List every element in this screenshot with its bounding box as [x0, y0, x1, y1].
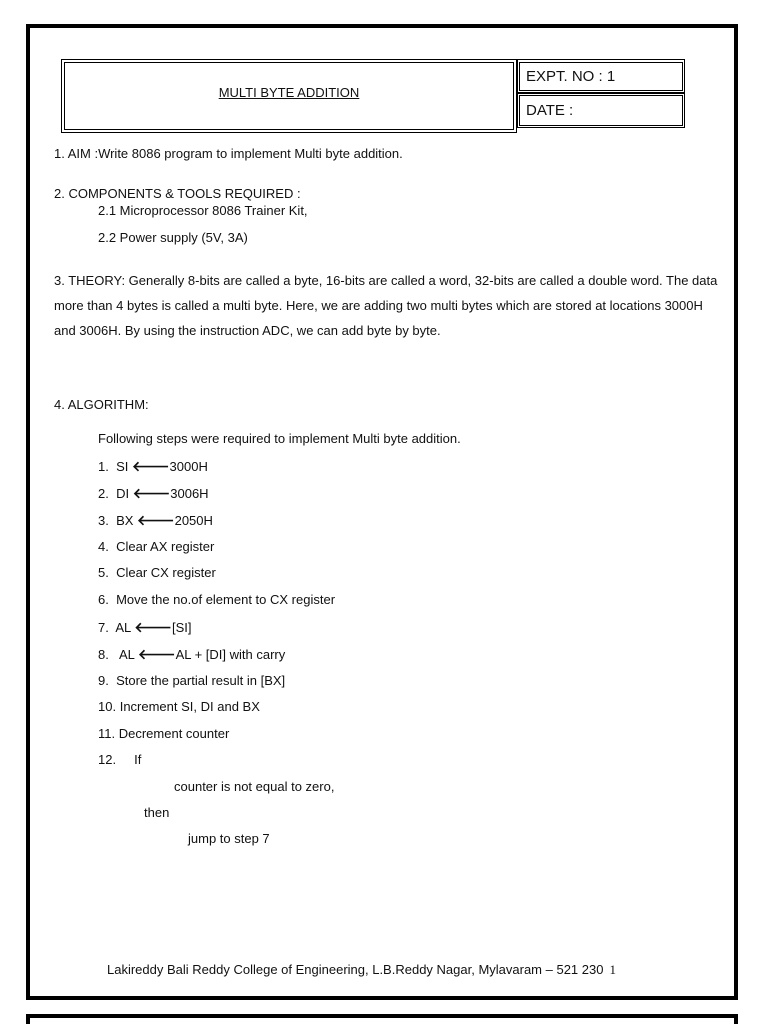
- step: 12. If: [98, 752, 142, 767]
- footer-text: Lakireddy Bali Reddy College of Engineering, L.B.Reddy Nagar, Mylavaram – 521 230: [107, 962, 604, 977]
- left-arrow-icon: 🡐: [138, 646, 176, 662]
- date: DATE :: [519, 95, 683, 126]
- component-item: 2.2 Power supply (5V, 3A): [98, 230, 248, 245]
- component-item: 2.1 Microprocessor 8086 Trainer Kit,: [98, 203, 308, 218]
- next-page-border: [26, 1014, 738, 1024]
- experiment-title: MULTI BYTE ADDITION: [64, 62, 514, 130]
- step: 8. AL 🡐AL + [DI] with carry: [98, 646, 286, 662]
- left-arrow-icon: 🡐: [132, 485, 171, 501]
- left-arrow-icon: 🡐: [137, 512, 175, 528]
- components-heading: 2. COMPONENTS & TOOLS REQUIRED :: [54, 186, 301, 201]
- algorithm-heading: 4. ALGORITHM:: [54, 397, 149, 412]
- step: 10. Increment SI, DI and BX: [98, 699, 260, 714]
- step: 11. Decrement counter: [98, 726, 230, 741]
- then-text: then: [144, 805, 170, 820]
- step: 2. DI 🡐3006H: [98, 485, 209, 501]
- step: 9. Store the partial result in [BX]: [98, 673, 286, 688]
- step: 6. Move the no.of element to CX register: [98, 592, 336, 607]
- aim: 1. AIM :Write 8086 program to implement Multi byte addition.: [54, 146, 403, 161]
- footer: [107, 962, 616, 978]
- page-number: 1: [609, 962, 616, 977]
- step: 1. SI 🡐3000H: [98, 458, 208, 474]
- theory: 3. THEORY: Generally 8-bits are called a byte, 16-bits are called a word, 32-bits are called a double word. The data more than 4 bytes is called a multi byte. Here, we are adding two multi bytes which are stored at locations 3000H and 3006H. By using the instruction ADC, we can add byte by byte.: [54, 273, 718, 338]
- jump-text: jump to step 7: [188, 831, 270, 846]
- left-arrow-icon: 🡐: [132, 458, 170, 474]
- condition-text: counter is not equal to zero,: [174, 779, 335, 794]
- step: 7. AL 🡐[SI]: [98, 619, 192, 635]
- expt-no: EXPT. NO : 1: [519, 62, 683, 91]
- algorithm-intro: Following steps were required to implement Multi byte addition.: [98, 431, 461, 446]
- left-arrow-icon: 🡐: [134, 619, 172, 635]
- step: 4. Clear AX register: [98, 539, 215, 554]
- step: 3. BX 🡐2050H: [98, 512, 213, 528]
- step: 5. Clear CX register: [98, 565, 216, 580]
